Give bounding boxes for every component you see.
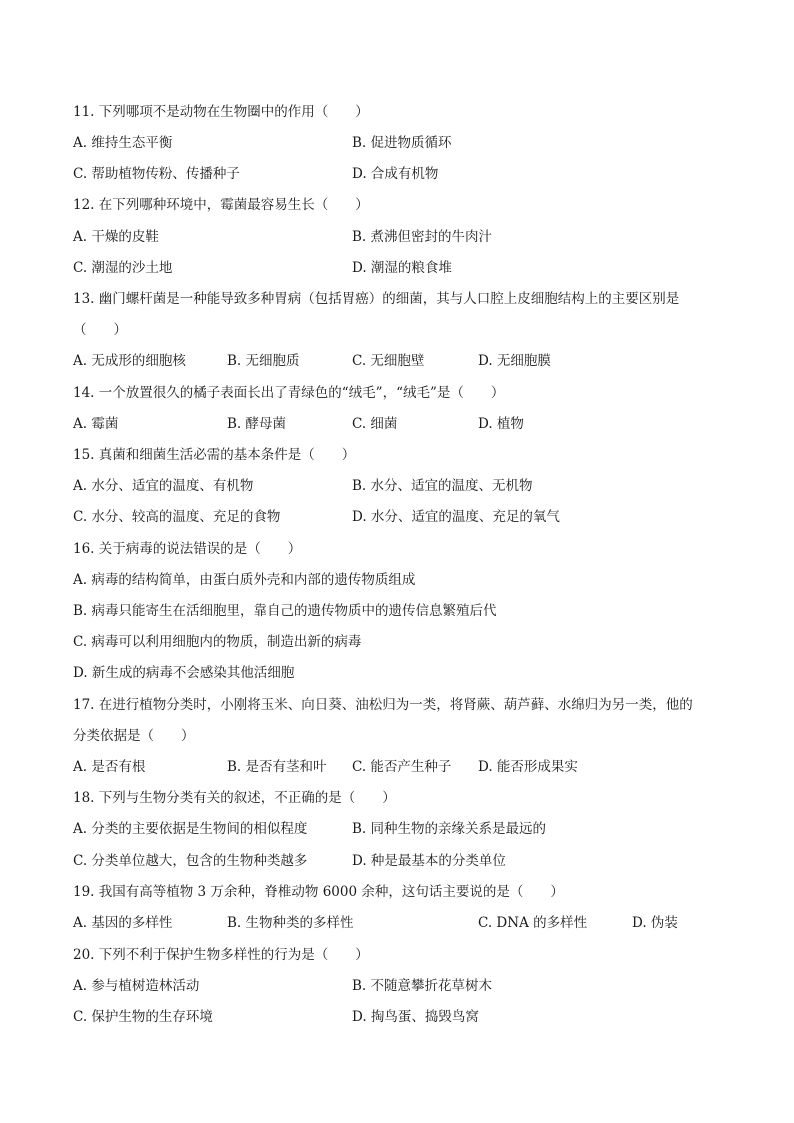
- question-15-option-a: A. 水分、适宜的温度、有机物: [73, 478, 254, 494]
- question-13-option-a: A. 无成形的细胞核: [73, 353, 186, 369]
- question-15-stem: 15. 真菌和细菌生活必需的基本条件是（ ）: [73, 447, 356, 463]
- question-11-option-a: A. 维持生态平衡: [73, 135, 173, 151]
- question-19-stem: 19. 我国有高等植物 3 万余种，脊椎动物 6000 余种，这句话主要说的是（ ）: [73, 884, 564, 900]
- question-15-option-d: D. 水分、适宜的温度、充足的氧气: [352, 509, 560, 525]
- question-15-option-c: C. 水分、较高的温度、充足的食物: [73, 509, 281, 525]
- question-20-option-a: A. 参与植树造林活动: [73, 978, 200, 994]
- question-12-option-d: D. 潮湿的粮食堆: [352, 260, 452, 276]
- question-17-option-a: A. 是否有根: [73, 759, 146, 775]
- question-16-option-a: A. 病毒的结构简单，由蛋白质外壳和内部的遗传物质组成: [73, 572, 416, 588]
- question-17-option-c: C. 能否产生种子: [352, 759, 452, 775]
- question-14-option-b: B. 酵母菌: [227, 416, 287, 432]
- question-17-option-d: D. 能否形成果实: [478, 759, 578, 775]
- question-18-stem: 18. 下列与生物分类有关的叙述，不正确的是（ ）: [73, 790, 396, 806]
- question-17-stem-continued: 分类依据是（ ）: [73, 728, 195, 744]
- question-20-option-c: C. 保护生物的生存环境: [73, 1009, 213, 1025]
- question-20-stem: 20. 下列不利于保护生物多样性的行为是（ ）: [73, 947, 369, 963]
- question-11-option-b: B. 促进物质循环: [352, 135, 452, 151]
- question-20-option-d: D. 掏鸟蛋、捣毁鸟窝: [352, 1009, 479, 1025]
- question-18-option-b: B. 同种生物的亲缘关系是最远的: [352, 821, 547, 837]
- question-13-stem-continued: （ ）: [73, 322, 127, 338]
- question-12-option-c: C. 潮湿的沙土地: [73, 260, 173, 276]
- question-14-option-c: C. 细菌: [352, 416, 398, 432]
- question-14-stem: 14. 一个放置很久的橘子表面长出了青绿色的“绒毛”，“绒毛”是（ ）: [73, 385, 505, 401]
- question-17-stem: 17. 在进行植物分类时，小刚将玉米、向日葵、油松归为一类，将肾蕨、葫芦藓、水绵归为另一类，他的: [73, 697, 693, 713]
- question-11-option-d: D. 合成有机物: [352, 166, 439, 182]
- question-14-option-a: A. 霉菌: [73, 416, 119, 432]
- question-16-option-b: B. 病毒只能寄生在活细胞里，靠自己的遗传物质中的遗传信息繁殖后代: [73, 603, 497, 619]
- question-13-option-b: B. 无细胞质: [227, 353, 300, 369]
- question-19-option-d: D. 伪装: [632, 915, 678, 931]
- question-20-option-b: B. 不随意攀折花草树木: [352, 978, 493, 994]
- question-15-option-b: B. 水分、适宜的温度、无机物: [352, 478, 533, 494]
- question-13-option-d: D. 无细胞膜: [478, 353, 551, 369]
- question-18-option-a: A. 分类的主要依据是生物间的相似程度: [73, 821, 308, 837]
- question-13-stem: 13. 幽门螺杆菌是一种能导致多种胃病（包括胃癌）的细菌，其与人口腔上皮细胞结构上的主要区别是: [73, 291, 680, 307]
- question-12-option-b: B. 煮沸但密封的牛肉汁: [352, 229, 493, 245]
- question-16-option-d: D. 新生成的病毒不会感染其他活细胞: [73, 665, 295, 681]
- question-19-option-c: C. DNA 的多样性: [478, 915, 588, 931]
- question-16-stem: 16. 关于病毒的说法错误的是（ ）: [73, 541, 302, 557]
- question-18-option-c: C. 分类单位越大，包含的生物种类越多: [73, 853, 308, 869]
- question-17-option-b: B. 是否有茎和叶: [227, 759, 327, 775]
- question-19-option-b: B. 生物种类的多样性: [227, 915, 354, 931]
- question-14-option-d: D. 植物: [478, 416, 524, 432]
- question-13-option-c: C. 无细胞壁: [352, 353, 425, 369]
- question-12-option-a: A. 干燥的皮鞋: [73, 229, 159, 245]
- question-18-option-d: D. 种是最基本的分类单位: [352, 853, 506, 869]
- question-19-option-a: A. 基因的多样性: [73, 915, 173, 931]
- question-11-stem: 11. 下列哪项不是动物在生物圈中的作用（ ）: [73, 104, 369, 120]
- question-12-stem: 12. 在下列哪种环境中，霉菌最容易生长（ ）: [73, 197, 369, 213]
- question-11-option-c: C. 帮助植物传粉、传播种子: [73, 166, 240, 182]
- question-16-option-c: C. 病毒可以利用细胞内的物质，制造出新的病毒: [73, 634, 362, 650]
